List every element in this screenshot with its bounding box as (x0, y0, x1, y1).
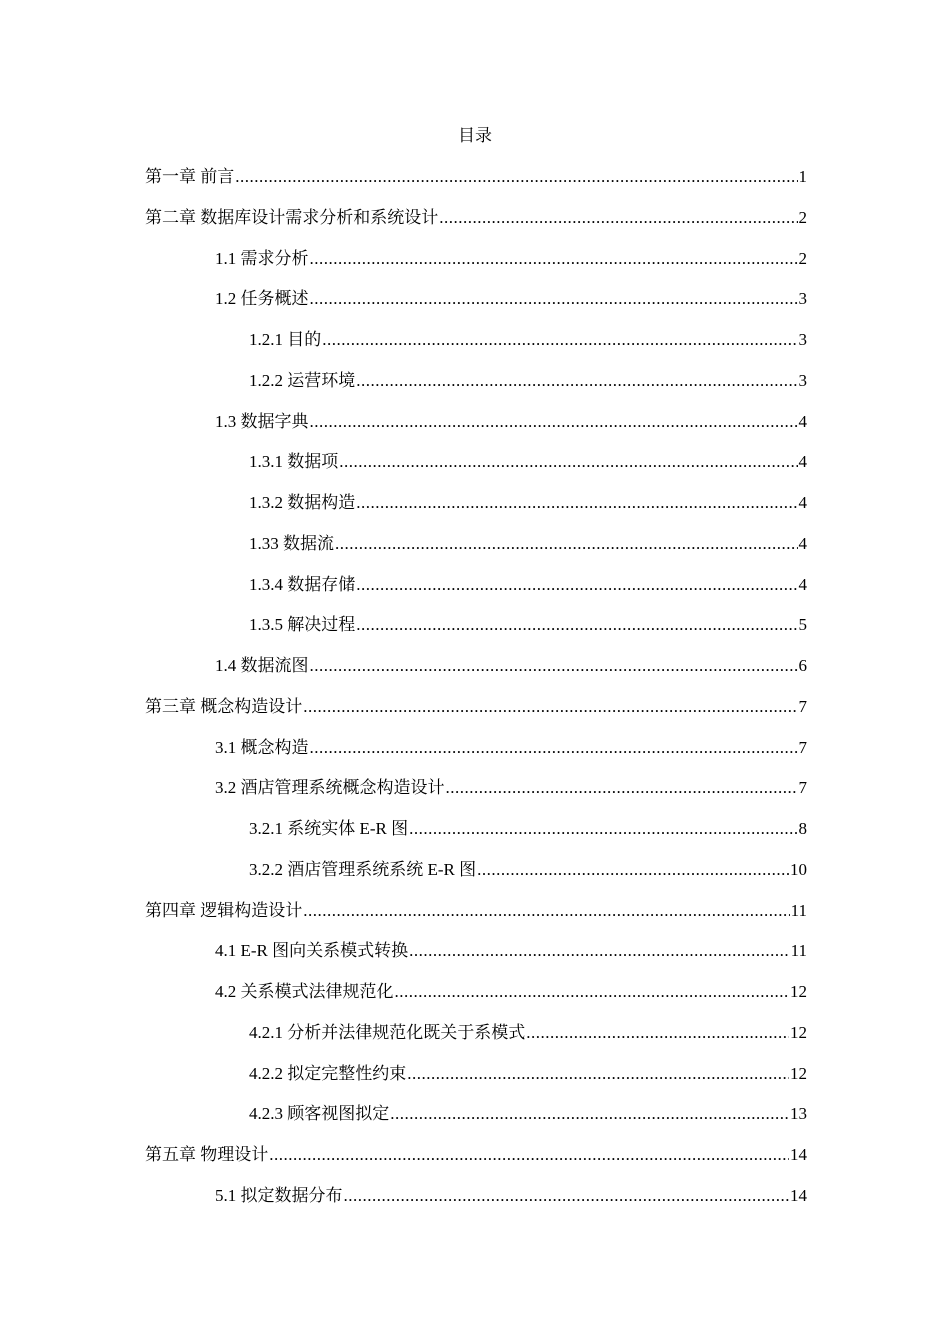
toc-entry-title: 3.2.1 系统实体 E-R 图 (249, 819, 409, 838)
toc-entry-page-number: 8 (798, 819, 807, 838)
toc-entry-title: 5.1 拟定数据分布 (215, 1185, 343, 1205)
dot-leader (310, 410, 798, 434)
toc-entry-page-number: 4 (798, 493, 807, 512)
toc-entry[interactable] (145, 1143, 807, 1184)
toc-entry-page-number: 7 (798, 737, 807, 757)
dot-leader (390, 1102, 789, 1126)
toc-entry-page-number: 7 (798, 696, 807, 716)
toc-entry[interactable] (145, 287, 807, 328)
toc-entry-page-number: 4 (798, 452, 807, 472)
toc-entry-title: 1.2.1 目的 (249, 330, 322, 349)
toc-entry-page-number: 4 (798, 574, 807, 594)
toc-entry[interactable] (145, 654, 807, 695)
toc-title: 目录 (458, 126, 492, 145)
toc-entry[interactable] (145, 613, 807, 654)
toc-entry-page-number: 4 (798, 411, 807, 431)
toc-entry-page-number: 14 (790, 1185, 807, 1205)
toc-entry-title: 4.2.2 拟定完整性约束 (249, 1063, 407, 1083)
toc-entry-page-number: 10 (790, 859, 807, 879)
dot-leader (356, 613, 797, 637)
toc-entry-title: 1.33 数据流 (249, 533, 334, 553)
dot-leader (269, 1143, 789, 1167)
dot-leader (407, 1062, 789, 1086)
toc-entry-title: 4.2.1 分析并法律规范化既关于系模式 (249, 1022, 526, 1042)
toc-entry[interactable] (145, 939, 807, 980)
toc-entry-page-number: 4 (798, 533, 807, 553)
dot-leader (409, 817, 797, 841)
toc-entry[interactable] (145, 980, 807, 1021)
toc-entry-title: 第五章 物理设计 (145, 1145, 269, 1164)
dot-leader (356, 573, 797, 597)
dot-leader (356, 369, 797, 393)
toc-entry-title: 1.3.4 数据存储 (249, 574, 356, 594)
toc-entry-title: 1.3 数据字典 (215, 411, 309, 431)
toc-entry[interactable] (145, 1184, 807, 1225)
toc-entry[interactable] (145, 858, 807, 899)
dot-leader (339, 450, 797, 474)
toc-entry-title: 1.3.1 数据项 (249, 452, 339, 472)
dot-leader (477, 858, 789, 882)
toc-entry[interactable] (145, 1062, 807, 1103)
toc-entry[interactable] (145, 776, 807, 817)
dot-leader (322, 328, 797, 352)
toc-entry-title: 3.2.2 酒店管理系统系统 E-R 图 (249, 859, 477, 879)
toc-entry[interactable] (145, 899, 807, 940)
toc-entry-title: 1.3.2 数据构造 (249, 493, 356, 512)
toc-entry[interactable] (145, 736, 807, 777)
toc-entry-page-number: 2 (798, 248, 807, 268)
toc-entry[interactable] (145, 410, 807, 451)
toc-entry-title: 第四章 逻辑构造设计 (145, 900, 303, 920)
dot-leader (446, 776, 798, 800)
toc-entry-page-number: 1 (798, 167, 807, 186)
toc-entry-page-number: 11 (790, 900, 807, 920)
toc-entry-title: 3.2 酒店管理系统概念构造设计 (215, 778, 445, 798)
dot-leader (526, 1021, 789, 1045)
toc-entry-page-number: 7 (798, 778, 807, 798)
dot-leader (235, 165, 797, 189)
toc-entry-page-number: 11 (790, 941, 807, 961)
dot-leader (310, 247, 798, 271)
toc-entry-page-number: 13 (790, 1104, 807, 1124)
toc-entry[interactable] (145, 817, 807, 858)
toc-entry[interactable] (145, 491, 807, 532)
dot-leader (310, 654, 798, 678)
toc-entry-title: 第三章 概念构造设计 (145, 696, 303, 716)
toc-entry-page-number: 12 (790, 1063, 807, 1083)
dot-leader (310, 736, 798, 760)
toc-entry[interactable] (145, 1021, 807, 1062)
dot-leader (310, 287, 798, 311)
toc-entry-page-number: 12 (790, 982, 807, 1001)
toc-entry[interactable] (145, 247, 807, 288)
dot-leader (409, 939, 789, 963)
toc-entry-page-number: 3 (798, 370, 807, 390)
toc-entry-title: 1.4 数据流图 (215, 656, 309, 675)
toc-entry-title: 1.3.5 解决过程 (249, 615, 356, 635)
toc-entry-title: 1.2 任务概述 (215, 289, 309, 309)
toc-entry[interactable] (145, 450, 807, 491)
toc-entry-page-number: 3 (798, 289, 807, 309)
toc-entry-title: 1.2.2 运营环境 (249, 370, 356, 390)
toc-entry-title: 4.1 E-R 图向关系模式转换 (215, 941, 409, 961)
toc-entry-title: 4.2.3 顾客视图拟定 (249, 1104, 390, 1124)
toc-entry[interactable] (145, 573, 807, 614)
toc-entry[interactable] (145, 165, 807, 206)
toc-entry[interactable] (145, 369, 807, 410)
toc-entry[interactable] (145, 1102, 807, 1143)
dot-leader (439, 206, 797, 230)
toc-entry-title: 1.1 需求分析 (215, 248, 309, 268)
toc-entry-page-number: 12 (790, 1022, 807, 1042)
toc-entry-page-number: 5 (798, 615, 807, 635)
dot-leader (303, 899, 789, 923)
toc-entry-title: 3.1 概念构造 (215, 737, 309, 757)
toc-entry-title: 第一章 前言 (145, 167, 235, 186)
toc-entry[interactable] (145, 695, 807, 736)
toc-entry-title: 4.2 关系模式法律规范化 (215, 982, 394, 1001)
toc-entry-page-number: 3 (798, 330, 807, 349)
dot-leader (335, 532, 798, 556)
toc-entry[interactable] (145, 328, 807, 369)
dot-leader (356, 491, 797, 515)
dot-leader (303, 695, 797, 719)
toc-entry-title: 第二章 数据库设计需求分析和系统设计 (145, 207, 439, 227)
toc-entry-page-number: 14 (790, 1145, 807, 1164)
dot-leader (344, 1184, 790, 1208)
toc-entry-page-number: 2 (798, 207, 807, 227)
toc-entry[interactable] (145, 532, 807, 573)
toc-entry-page-number: 6 (798, 656, 807, 675)
toc-entry[interactable] (145, 206, 807, 247)
dot-leader (395, 980, 790, 1004)
table-of-contents (145, 165, 807, 1225)
